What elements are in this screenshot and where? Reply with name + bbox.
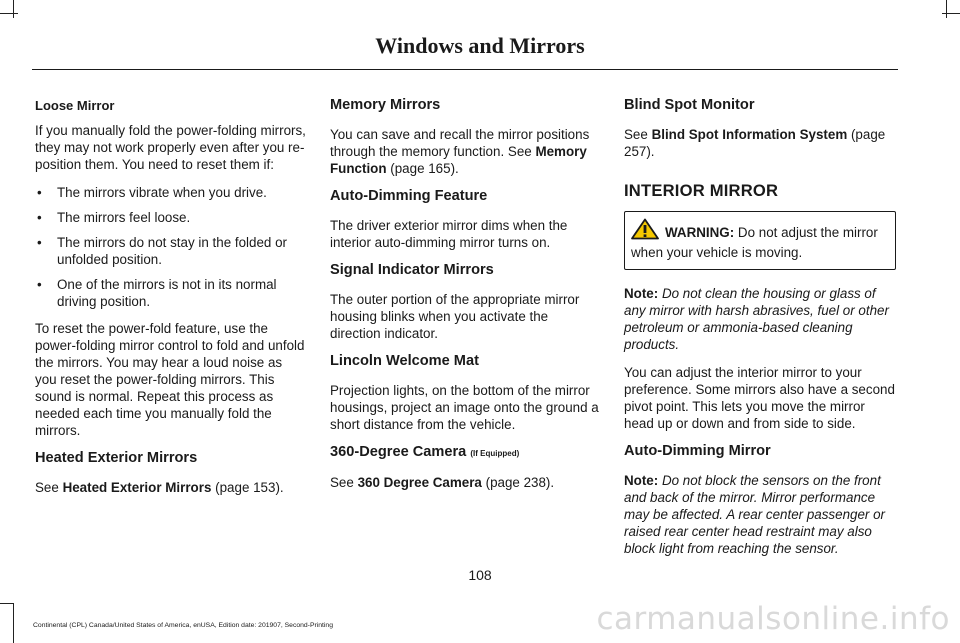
- warning-label: WARNING:: [665, 225, 735, 240]
- reset-instructions: To reset the power-fold feature, use the power-folding mirror control to fold and unfold the mirrors. You may hear a loud noise as you reset the power-folding mirrors. This sound is normal. Repeat this process as needed each time you manually fold the mirrors.: [35, 321, 305, 438]
- see-text: See: [624, 127, 648, 142]
- watermark: carmanualsonline.info: [596, 601, 950, 637]
- auto-dimming-feature-heading: Auto-Dimming Feature: [330, 188, 488, 204]
- list-item: • The mirrors do not stay in the folded or unfolded position.: [35, 234, 307, 268]
- memory-mirrors-heading: Memory Mirrors: [330, 97, 441, 113]
- camera-reference: [330, 474, 602, 491]
- edition-footer: Continental (CPL) Canada/United States of America, enUSA, Edition date: 201907, Second-Printing: [33, 622, 333, 629]
- column-middle: [330, 97, 602, 502]
- warning-text: Do not adjust the mirror when your vehicle is moving.: [631, 225, 878, 260]
- signal-indicator-heading: Signal Indicator Mirrors: [330, 262, 494, 278]
- welcome-mat-heading: Lincoln Welcome Mat: [330, 353, 479, 369]
- warning-triangle-icon: [631, 218, 659, 244]
- crop-mark-bottom-left-h: [0, 603, 14, 604]
- interior-mirror-heading: INTERIOR MIRROR: [624, 181, 779, 200]
- auto-dimming-mirror-heading: Auto-Dimming Mirror: [624, 443, 771, 459]
- crop-mark-top-right-h: [942, 13, 960, 14]
- loose-mirror-heading: Loose Mirror: [35, 98, 115, 113]
- loose-mirror-list: [35, 184, 307, 310]
- note-text: Do not block the sensors on the front and back of the mirror. Mirror performance may be affected. A rear center passenger or raised rear center head restraint may also block light from reaching the sensor.: [624, 473, 886, 556]
- heated-mirrors-link[interactable]: Heated Exterior Mirrors: [62, 480, 212, 495]
- welcome-mat-text: Projection lights, on the bottom of the mirror housings, project an image onto the ground a short distance from the vehicle.: [330, 383, 599, 432]
- page-title: Windows and Mirrors: [375, 33, 585, 58]
- page-number: 108: [468, 567, 492, 583]
- crop-mark-top-left-h: [0, 13, 18, 14]
- camera-link[interactable]: 360 Degree Camera: [357, 475, 482, 490]
- note-cleaning: [624, 285, 896, 353]
- list-item: • The mirrors feel loose.: [35, 209, 307, 226]
- header-rule: [32, 69, 898, 70]
- memory-mirrors-text: [330, 126, 602, 177]
- heated-mirrors-heading: Heated Exterior Mirrors: [35, 450, 198, 466]
- page-reference: (page 257).: [624, 127, 886, 159]
- adjust-mirror-text: You can adjust the interior mirror to your preference. Some mirrors also have a second pivot point. This lets you move the mirror head up or down and from side to side.: [624, 365, 895, 431]
- list-item: • The mirrors vibrate when you drive.: [35, 184, 307, 201]
- camera-heading-text: 360-Degree Camera: [330, 444, 467, 460]
- if-equipped-label: (If Equipped): [470, 449, 520, 458]
- note-sensors: [624, 472, 896, 557]
- column-left: [35, 97, 307, 507]
- page-reference: (page 165).: [390, 161, 459, 176]
- column-right: [624, 97, 896, 568]
- note-label: Note:: [624, 286, 659, 301]
- memory-function-link[interactable]: Memory Function: [330, 144, 587, 176]
- blind-spot-link[interactable]: Blind Spot Information System: [651, 127, 848, 142]
- auto-dimming-feature-text: The driver exterior mirror dims when the interior auto-dimming mirror turns on.: [330, 218, 568, 250]
- see-text: See: [35, 480, 59, 495]
- crop-mark-top-right-v: [946, 0, 947, 18]
- blind-spot-heading: Blind Spot Monitor: [624, 97, 755, 113]
- page-reference: (page 153).: [215, 480, 284, 495]
- signal-indicator-text: The outer portion of the appropriate mirror housing blinks when you activate the direction indicator.: [330, 292, 580, 341]
- blind-spot-reference: [624, 126, 896, 160]
- list-item: • One of the mirrors is not in its normal driving position.: [35, 276, 307, 310]
- memory-text: You can save and recall the mirror positions through the memory function. See: [330, 127, 590, 159]
- crop-mark-bottom-left-v: [13, 603, 14, 643]
- page-reference: (page 238).: [485, 475, 555, 490]
- see-text: See: [330, 475, 354, 490]
- note-text: Do not clean the housing or glass of any mirror with harsh abrasives, fuel or other petroleum or ammonia-based cleaning products.: [624, 286, 889, 352]
- crop-mark-top-left-v: [13, 0, 14, 18]
- camera-heading: [330, 444, 602, 462]
- loose-mirror-intro: If you manually fold the power-folding mirrors, they may not work properly even after you re-position them. You need to reset them if:: [35, 123, 306, 172]
- note-label: Note:: [624, 473, 659, 488]
- heated-mirrors-reference: [35, 479, 307, 496]
- warning-box: [624, 211, 896, 270]
